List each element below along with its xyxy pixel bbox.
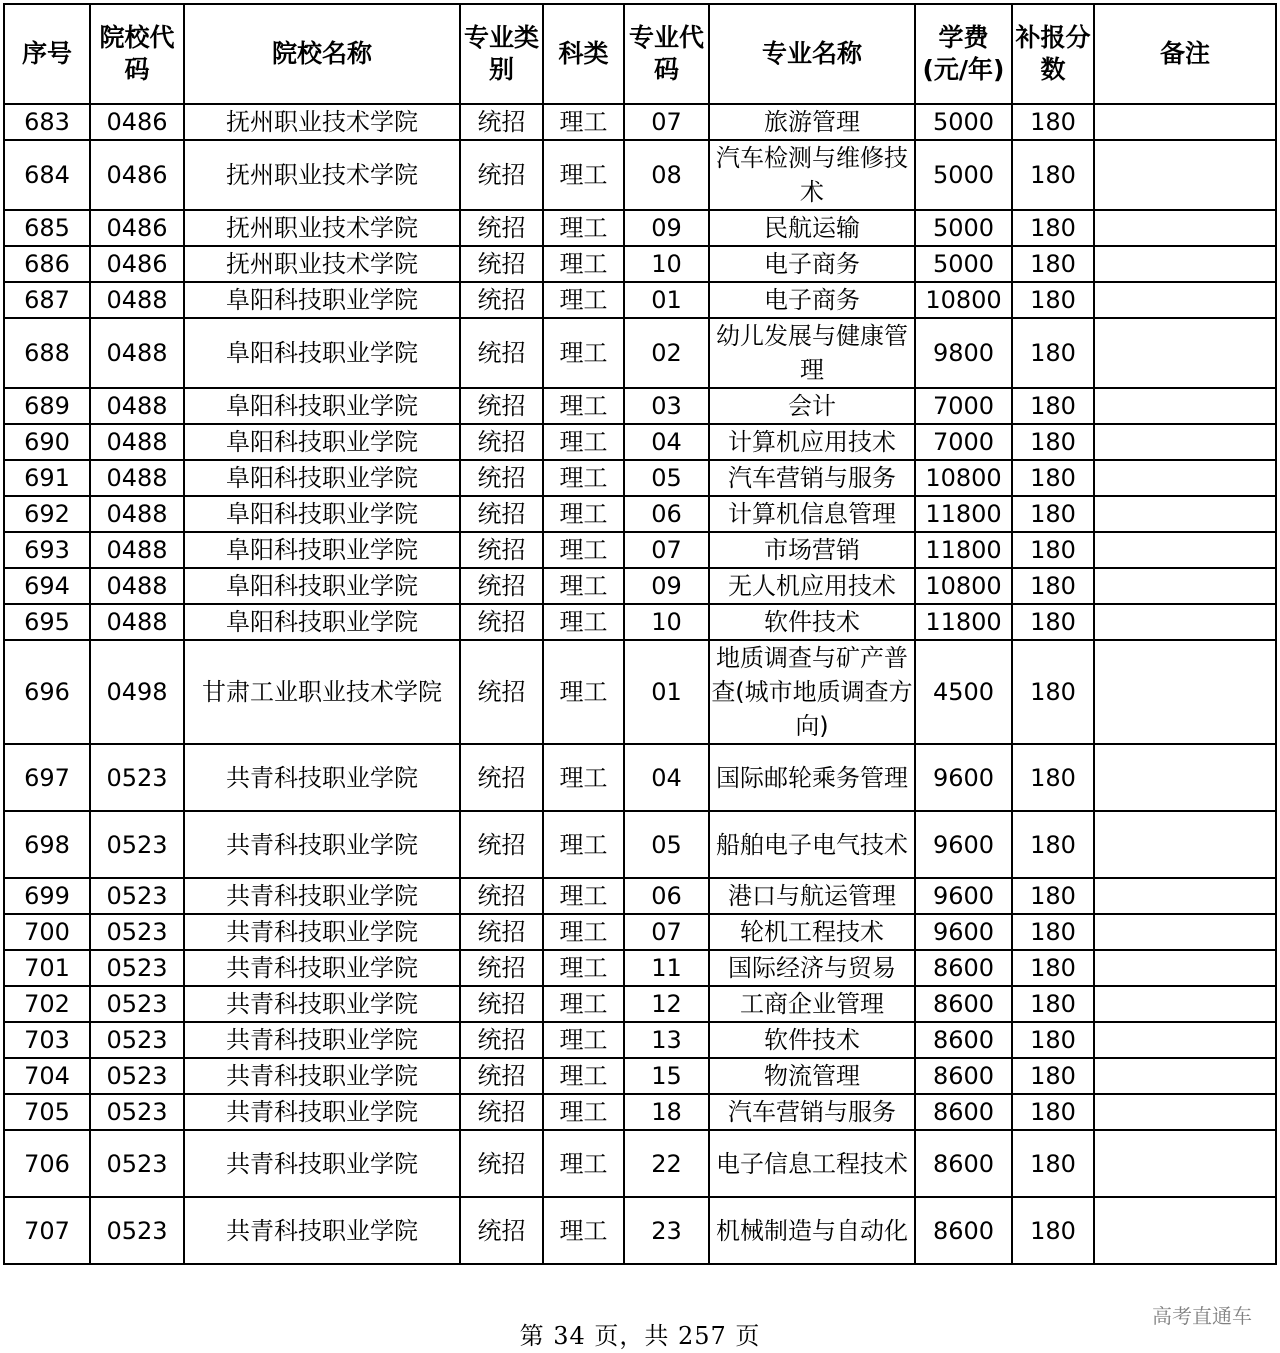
cell-major-name: 国际邮轮乘务管理: [709, 744, 915, 811]
header-major-type: 专业类别: [460, 4, 543, 104]
cell-score: 180: [1012, 1094, 1094, 1130]
cell-score: 180: [1012, 140, 1094, 210]
cell-major-name: 电子信息工程技术: [709, 1130, 915, 1197]
table-row: [4, 460, 1276, 496]
cell-score: 180: [1012, 604, 1094, 640]
cell-major-code: 08: [624, 140, 709, 210]
cell-tuition: 7000: [915, 424, 1012, 460]
cell-major-type: 统招: [460, 1130, 543, 1197]
cell-seq: 689: [4, 388, 90, 424]
cell-category: 理工: [543, 318, 624, 388]
cell-major-code: 18: [624, 1094, 709, 1130]
cell-school-name: 共青科技职业学院: [184, 950, 460, 986]
cell-category: 理工: [543, 1197, 624, 1264]
cell-score: 180: [1012, 811, 1094, 878]
cell-remark: [1094, 210, 1276, 246]
cell-remark: [1094, 914, 1276, 950]
cell-major-name: 汽车检测与维修技术: [709, 140, 915, 210]
table-row: [4, 604, 1276, 640]
cell-major-name: 幼儿发展与健康管理: [709, 318, 915, 388]
cell-major-name: 软件技术: [709, 1022, 915, 1058]
cell-school-code: 0523: [90, 1130, 184, 1197]
table-row: [4, 1130, 1276, 1197]
cell-score: 180: [1012, 318, 1094, 388]
cell-major-code: 15: [624, 1058, 709, 1094]
header-row: [4, 4, 1276, 104]
cell-tuition: 11800: [915, 532, 1012, 568]
cell-major-code: 01: [624, 282, 709, 318]
cell-category: 理工: [543, 1022, 624, 1058]
cell-major-code: 10: [624, 604, 709, 640]
cell-major-type: 统招: [460, 640, 543, 744]
watermark-text: 高考直通车: [1152, 1304, 1252, 1328]
cell-tuition: 4500: [915, 640, 1012, 744]
cell-major-type: 统招: [460, 318, 543, 388]
cell-school-name: 共青科技职业学院: [184, 1022, 460, 1058]
page-footer: 第 34 页，共 257 页: [519, 1322, 761, 1350]
cell-school-name: 甘肃工业职业技术学院: [184, 640, 460, 744]
cell-seq: 691: [4, 460, 90, 496]
table-row: [4, 1058, 1276, 1094]
cell-major-code: 06: [624, 878, 709, 914]
cell-school-name: 阜阳科技职业学院: [184, 496, 460, 532]
cell-major-type: 统招: [460, 811, 543, 878]
cell-major-code: 22: [624, 1130, 709, 1197]
cell-tuition: 8600: [915, 986, 1012, 1022]
cell-major-type: 统招: [460, 388, 543, 424]
cell-school-code: 0523: [90, 914, 184, 950]
table-row: [4, 1094, 1276, 1130]
cell-major-type: 统招: [460, 140, 543, 210]
table-row: [4, 744, 1276, 811]
cell-school-code: 0486: [90, 246, 184, 282]
cell-school-name: 阜阳科技职业学院: [184, 424, 460, 460]
header-remark: 备注: [1094, 4, 1276, 104]
cell-seq: 706: [4, 1130, 90, 1197]
cell-remark: [1094, 1022, 1276, 1058]
cell-school-code: 0523: [90, 986, 184, 1022]
cell-school-code: 0523: [90, 950, 184, 986]
header-school-name: 院校名称: [184, 4, 460, 104]
cell-score: 180: [1012, 210, 1094, 246]
cell-school-code: 0488: [90, 282, 184, 318]
cell-tuition: 8600: [915, 1058, 1012, 1094]
cell-tuition: 9600: [915, 914, 1012, 950]
cell-seq: 688: [4, 318, 90, 388]
cell-major-code: 04: [624, 424, 709, 460]
cell-remark: [1094, 282, 1276, 318]
cell-category: 理工: [543, 1130, 624, 1197]
cell-category: 理工: [543, 878, 624, 914]
cell-school-code: 0488: [90, 532, 184, 568]
cell-seq: 694: [4, 568, 90, 604]
cell-remark: [1094, 1130, 1276, 1197]
table-row: [4, 282, 1276, 318]
table-row: [4, 914, 1276, 950]
cell-major-type: 统招: [460, 914, 543, 950]
cell-school-name: 共青科技职业学院: [184, 878, 460, 914]
cell-seq: 687: [4, 282, 90, 318]
cell-category: 理工: [543, 744, 624, 811]
cell-major-name: 无人机应用技术: [709, 568, 915, 604]
cell-remark: [1094, 568, 1276, 604]
cell-school-name: 阜阳科技职业学院: [184, 604, 460, 640]
cell-major-name: 国际经济与贸易: [709, 950, 915, 986]
table-row: [4, 1022, 1276, 1058]
cell-seq: 702: [4, 986, 90, 1022]
table-row: [4, 210, 1276, 246]
cell-major-type: 统招: [460, 1197, 543, 1264]
cell-major-name: 港口与航运管理: [709, 878, 915, 914]
table-row: [4, 246, 1276, 282]
cell-tuition: 9600: [915, 811, 1012, 878]
cell-remark: [1094, 640, 1276, 744]
cell-major-type: 统招: [460, 950, 543, 986]
cell-remark: [1094, 318, 1276, 388]
cell-category: 理工: [543, 986, 624, 1022]
cell-tuition: 5000: [915, 210, 1012, 246]
cell-school-code: 0523: [90, 811, 184, 878]
cell-school-code: 0488: [90, 424, 184, 460]
cell-major-name: 会计: [709, 388, 915, 424]
table-row: [4, 424, 1276, 460]
cell-tuition: 5000: [915, 104, 1012, 140]
cell-score: 180: [1012, 460, 1094, 496]
cell-school-name: 抚州职业技术学院: [184, 246, 460, 282]
cell-major-type: 统招: [460, 744, 543, 811]
cell-major-code: 05: [624, 811, 709, 878]
cell-major-type: 统招: [460, 1058, 543, 1094]
cell-major-name: 轮机工程技术: [709, 914, 915, 950]
cell-major-code: 09: [624, 568, 709, 604]
cell-major-type: 统招: [460, 1022, 543, 1058]
cell-major-name: 计算机应用技术: [709, 424, 915, 460]
cell-remark: [1094, 1058, 1276, 1094]
cell-school-code: 0488: [90, 460, 184, 496]
cell-category: 理工: [543, 640, 624, 744]
cell-tuition: 9800: [915, 318, 1012, 388]
cell-category: 理工: [543, 1058, 624, 1094]
cell-school-code: 0486: [90, 140, 184, 210]
cell-seq: 697: [4, 744, 90, 811]
cell-school-name: 共青科技职业学院: [184, 914, 460, 950]
cell-major-code: 04: [624, 744, 709, 811]
cell-seq: 693: [4, 532, 90, 568]
cell-category: 理工: [543, 140, 624, 210]
cell-score: 180: [1012, 496, 1094, 532]
cell-score: 180: [1012, 104, 1094, 140]
cell-school-code: 0488: [90, 496, 184, 532]
cell-score: 180: [1012, 568, 1094, 604]
cell-major-code: 07: [624, 104, 709, 140]
cell-major-name: 计算机信息管理: [709, 496, 915, 532]
cell-major-code: 01: [624, 640, 709, 744]
cell-tuition: 11800: [915, 604, 1012, 640]
cell-remark: [1094, 388, 1276, 424]
table-row: [4, 878, 1276, 914]
header-category: 科类: [543, 4, 624, 104]
cell-major-code: 07: [624, 914, 709, 950]
cell-major-code: 06: [624, 496, 709, 532]
header-major-name: 专业名称: [709, 4, 915, 104]
cell-tuition: 9600: [915, 744, 1012, 811]
cell-tuition: 10800: [915, 282, 1012, 318]
cell-school-name: 抚州职业技术学院: [184, 210, 460, 246]
cell-seq: 700: [4, 914, 90, 950]
cell-remark: [1094, 424, 1276, 460]
table-row: [4, 986, 1276, 1022]
table-row: [4, 496, 1276, 532]
cell-category: 理工: [543, 811, 624, 878]
table-row: [4, 140, 1276, 210]
cell-category: 理工: [543, 460, 624, 496]
cell-seq: 699: [4, 878, 90, 914]
cell-seq: 703: [4, 1022, 90, 1058]
cell-score: 180: [1012, 532, 1094, 568]
cell-major-name: 电子商务: [709, 246, 915, 282]
cell-school-name: 阜阳科技职业学院: [184, 282, 460, 318]
admission-table: [3, 3, 1277, 1265]
cell-seq: 683: [4, 104, 90, 140]
cell-major-type: 统招: [460, 986, 543, 1022]
cell-school-name: 阜阳科技职业学院: [184, 318, 460, 388]
table-row: [4, 388, 1276, 424]
cell-seq: 684: [4, 140, 90, 210]
cell-score: 180: [1012, 950, 1094, 986]
cell-tuition: 8600: [915, 950, 1012, 986]
cell-major-type: 统招: [460, 496, 543, 532]
cell-tuition: 7000: [915, 388, 1012, 424]
cell-category: 理工: [543, 532, 624, 568]
cell-school-name: 共青科技职业学院: [184, 986, 460, 1022]
cell-major-type: 统招: [460, 282, 543, 318]
cell-major-name: 旅游管理: [709, 104, 915, 140]
cell-remark: [1094, 496, 1276, 532]
cell-school-name: 共青科技职业学院: [184, 1130, 460, 1197]
cell-major-code: 09: [624, 210, 709, 246]
cell-school-name: 共青科技职业学院: [184, 811, 460, 878]
cell-category: 理工: [543, 1094, 624, 1130]
table-row: [4, 640, 1276, 744]
cell-seq: 696: [4, 640, 90, 744]
cell-remark: [1094, 811, 1276, 878]
cell-remark: [1094, 1094, 1276, 1130]
cell-school-code: 0523: [90, 1058, 184, 1094]
cell-major-type: 统招: [460, 604, 543, 640]
cell-major-name: 汽车营销与服务: [709, 460, 915, 496]
cell-major-code: 11: [624, 950, 709, 986]
cell-category: 理工: [543, 496, 624, 532]
cell-school-code: 0488: [90, 388, 184, 424]
cell-school-name: 抚州职业技术学院: [184, 140, 460, 210]
cell-school-name: 抚州职业技术学院: [184, 104, 460, 140]
cell-school-code: 0488: [90, 568, 184, 604]
table-row: [4, 532, 1276, 568]
header-major-code: 专业代码: [624, 4, 709, 104]
cell-school-code: 0523: [90, 1094, 184, 1130]
cell-category: 理工: [543, 950, 624, 986]
cell-major-code: 05: [624, 460, 709, 496]
cell-category: 理工: [543, 104, 624, 140]
cell-seq: 690: [4, 424, 90, 460]
cell-major-type: 统招: [460, 460, 543, 496]
cell-score: 180: [1012, 986, 1094, 1022]
cell-major-type: 统招: [460, 1094, 543, 1130]
cell-major-name: 船舶电子电气技术: [709, 811, 915, 878]
table-row: [4, 568, 1276, 604]
cell-school-name: 共青科技职业学院: [184, 1094, 460, 1130]
cell-seq: 705: [4, 1094, 90, 1130]
cell-category: 理工: [543, 388, 624, 424]
cell-tuition: 8600: [915, 1197, 1012, 1264]
cell-seq: 698: [4, 811, 90, 878]
cell-major-name: 工商企业管理: [709, 986, 915, 1022]
cell-remark: [1094, 744, 1276, 811]
cell-category: 理工: [543, 568, 624, 604]
cell-major-type: 统招: [460, 532, 543, 568]
cell-tuition: 5000: [915, 140, 1012, 210]
cell-major-code: 12: [624, 986, 709, 1022]
header-school-code: 院校代码: [90, 4, 184, 104]
cell-remark: [1094, 878, 1276, 914]
cell-major-name: 物流管理: [709, 1058, 915, 1094]
cell-remark: [1094, 104, 1276, 140]
cell-seq: 686: [4, 246, 90, 282]
cell-major-code: 13: [624, 1022, 709, 1058]
cell-major-type: 统招: [460, 878, 543, 914]
cell-school-name: 共青科技职业学院: [184, 744, 460, 811]
cell-school-code: 0486: [90, 104, 184, 140]
cell-tuition: 10800: [915, 568, 1012, 604]
cell-major-name: 汽车营销与服务: [709, 1094, 915, 1130]
cell-score: 180: [1012, 914, 1094, 950]
cell-remark: [1094, 986, 1276, 1022]
cell-school-code: 0486: [90, 210, 184, 246]
table-row: [4, 811, 1276, 878]
cell-major-type: 统招: [460, 424, 543, 460]
cell-school-code: 0523: [90, 744, 184, 811]
cell-school-name: 共青科技职业学院: [184, 1197, 460, 1264]
header-score: 补报分数: [1012, 4, 1094, 104]
cell-score: 180: [1012, 388, 1094, 424]
cell-school-code: 0488: [90, 604, 184, 640]
cell-school-name: 阜阳科技职业学院: [184, 460, 460, 496]
cell-seq: 695: [4, 604, 90, 640]
table-body: [4, 104, 1276, 1264]
table-row: [4, 950, 1276, 986]
cell-category: 理工: [543, 914, 624, 950]
cell-score: 180: [1012, 1130, 1094, 1197]
table-row: [4, 1197, 1276, 1264]
cell-school-name: 阜阳科技职业学院: [184, 388, 460, 424]
cell-category: 理工: [543, 210, 624, 246]
cell-tuition: 9600: [915, 878, 1012, 914]
cell-tuition: 5000: [915, 246, 1012, 282]
cell-school-code: 0523: [90, 878, 184, 914]
cell-category: 理工: [543, 282, 624, 318]
cell-major-name: 民航运输: [709, 210, 915, 246]
cell-major-code: 10: [624, 246, 709, 282]
cell-major-code: 07: [624, 532, 709, 568]
cell-major-type: 统招: [460, 210, 543, 246]
cell-major-code: 03: [624, 388, 709, 424]
cell-remark: [1094, 950, 1276, 986]
cell-remark: [1094, 140, 1276, 210]
cell-school-code: 0488: [90, 318, 184, 388]
cell-score: 180: [1012, 1197, 1094, 1264]
cell-tuition: 10800: [915, 460, 1012, 496]
cell-category: 理工: [543, 424, 624, 460]
cell-major-name: 软件技术: [709, 604, 915, 640]
table-row: [4, 318, 1276, 388]
header-seq: 序号: [4, 4, 90, 104]
cell-school-code: 0523: [90, 1197, 184, 1264]
cell-score: 180: [1012, 1058, 1094, 1094]
header-tuition: 学费(元/年): [915, 4, 1012, 104]
cell-seq: 707: [4, 1197, 90, 1264]
cell-score: 180: [1012, 246, 1094, 282]
cell-school-code: 0523: [90, 1022, 184, 1058]
cell-remark: [1094, 1197, 1276, 1264]
cell-tuition: 11800: [915, 496, 1012, 532]
cell-school-code: 0498: [90, 640, 184, 744]
cell-remark: [1094, 604, 1276, 640]
cell-score: 180: [1012, 424, 1094, 460]
cell-major-code: 23: [624, 1197, 709, 1264]
cell-major-name: 机械制造与自动化: [709, 1197, 915, 1264]
cell-score: 180: [1012, 282, 1094, 318]
cell-remark: [1094, 532, 1276, 568]
cell-major-type: 统招: [460, 104, 543, 140]
cell-score: 180: [1012, 744, 1094, 811]
cell-seq: 692: [4, 496, 90, 532]
cell-school-name: 阜阳科技职业学院: [184, 532, 460, 568]
cell-remark: [1094, 246, 1276, 282]
cell-remark: [1094, 460, 1276, 496]
cell-school-name: 共青科技职业学院: [184, 1058, 460, 1094]
cell-major-type: 统招: [460, 568, 543, 604]
cell-major-name: 地质调查与矿产普查(城市地质调查方向): [709, 640, 915, 744]
cell-school-name: 阜阳科技职业学院: [184, 568, 460, 604]
cell-tuition: 8600: [915, 1022, 1012, 1058]
cell-major-name: 市场营销: [709, 532, 915, 568]
cell-major-type: 统招: [460, 246, 543, 282]
cell-category: 理工: [543, 246, 624, 282]
cell-major-name: 电子商务: [709, 282, 915, 318]
cell-seq: 701: [4, 950, 90, 986]
cell-score: 180: [1012, 1022, 1094, 1058]
cell-category: 理工: [543, 604, 624, 640]
table-row: [4, 104, 1276, 140]
cell-score: 180: [1012, 878, 1094, 914]
cell-seq: 704: [4, 1058, 90, 1094]
cell-major-code: 02: [624, 318, 709, 388]
cell-seq: 685: [4, 210, 90, 246]
cell-tuition: 8600: [915, 1130, 1012, 1197]
cell-score: 180: [1012, 640, 1094, 744]
cell-tuition: 8600: [915, 1094, 1012, 1130]
